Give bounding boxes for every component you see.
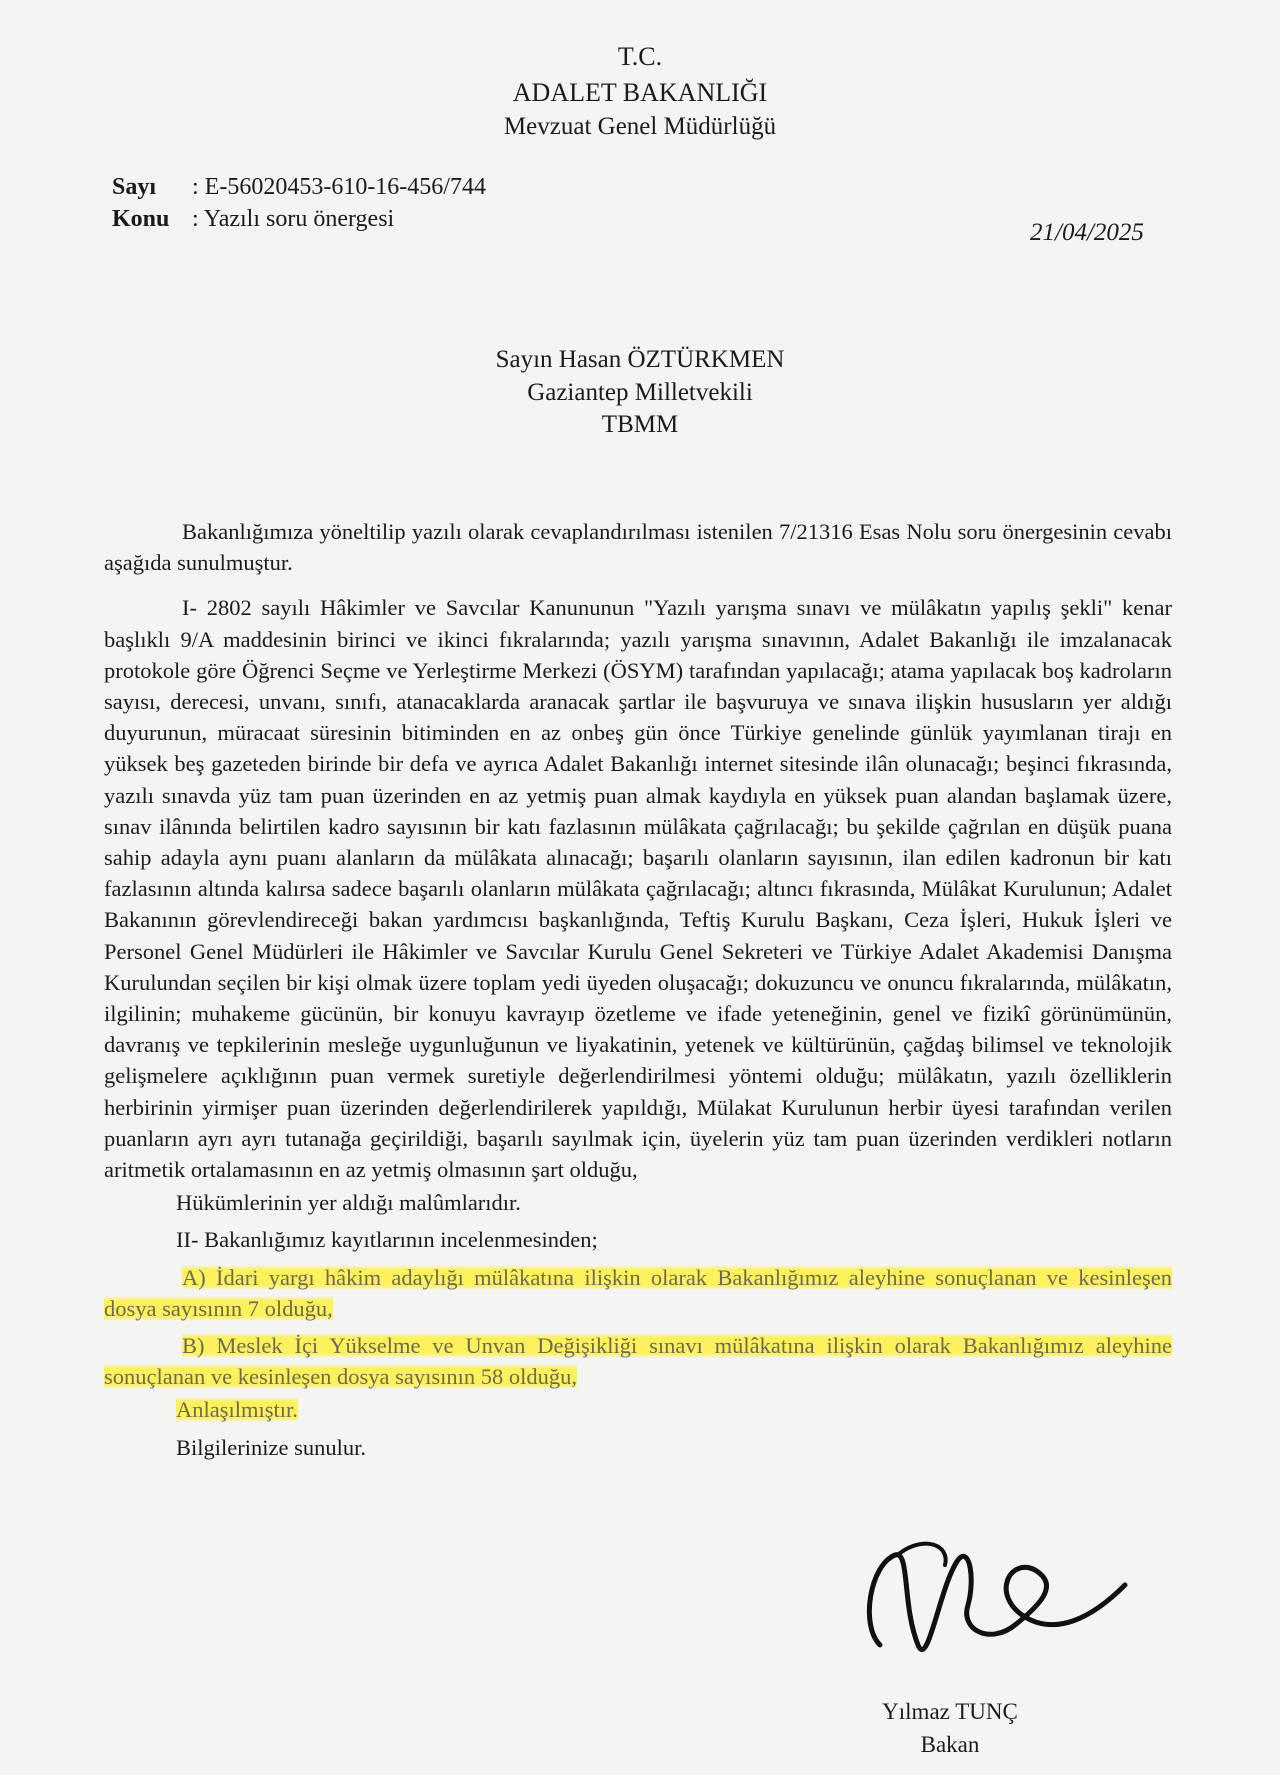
section-1-conclusion: Hükümlerinin yer aldığı malûmlarıdır. xyxy=(176,1190,521,1216)
item-b-paragraph xyxy=(104,1330,1172,1392)
section-2-heading: II- Bakanlığımız kayıtlarının incelenmesinden; xyxy=(176,1227,598,1253)
letter-date: 21/04/2025 xyxy=(1030,219,1144,246)
meta-sayi xyxy=(112,172,486,202)
addressee-title: Gaziantep Milletvekili xyxy=(527,379,753,406)
item-a-paragraph xyxy=(104,1262,1172,1324)
intro-paragraph: Bakanlığımıza yöneltilip yazılı olarak cevaplandırılması istenilen 7/21316 Esas Nolu soru önergesinin cevabı aşağıda sunulmuştur. xyxy=(104,519,1172,576)
addressee-name: Sayın Hasan ÖZTÜRKMEN xyxy=(495,346,785,373)
section-1-paragraph: I- 2802 sayılı Hâkimler ve Savcılar Kanununun "Yazılı yarışma sınavı ve mülâkatın yapılış şekli" kenar başlıklı 9/A maddesinin birinci ve ikinci fıkralarında; yazılı yarışma sınavının, Adalet Bakanlığı ile imzalanacak protokole göre Öğrenci Seçme ve Yerleştirme Merkezi (ÖSYM) tarafından yapılacağı; atama yapılacak boş kadroların sayısı, derecesi, unvanı, sınıfı, atanacaklarda aranacak şartlar ile başvuruya ve sınava ilişkin hususların yer aldığı duyurunun, müracaat süresinin bitiminden en az onbeş gün önce Türkiye genelinde günlük yayımlanan tirajı en yüksek beş gazeteden birinde bir defa ve ayrıca Adalet Bakanlığı internet sitesinde ilân olunacağı; beşinci fıkrasında, yazılı sınavda yüz tam puan üzerinden en az yetmiş puan almak kaydıyla en yüksek puan alandan başlamak üzere, sınav ilânında belirtilen kadro sayısının bir katı fazlasının mülâkata çağrılacağı; bu şekilde çağrılan en düşük puana sahip adayla aynı puanı alanların da mülâkata alınacağı; başarılı olanların sayısının, ilan edilen kadronun bir katı fazlasının altında kalırsa sadece başarılı olanların mülâkata çağrılacağı; altıncı fıkrasında, Mülâkat Kurulunun; Adalet Bakanının görevlendireceği bakan yardımcısı başkanlığında, Teftiş Kurulu Başkanı, Ceza İşleri, Hukuk İşleri ve Personel Genel Müdürleri ile Hâkimler ve Savcılar Kurulu Genel Sekreteri ve Türkiye Adalet Akademisi Danışma Kurulundan seçilen bir kişi olmak üzere toplam yedi üyeden oluşacağı; dokuzuncu ve onuncu fıkralarında, mülâkatın, ilgilinin; muhakeme gücünün, bir konuyu kavrayıp özetleme ve ifade yeteneğinin, genel ve fizikî görünümünün, davranış ve tepkilerinin mesleğe uygunluğunun ve liyakatinin, yetenek ve kültürünün, çağdaş bilimsel ve teknolojik gelişmelere açıklığının puan vermek suretiyle değerlendirilmesi yöntemi olduğu; mülâkatın, yazılı özelliklerin herbirinin yirmişer puan üzerinden değerlendirilerek yapıldığı, Mülakat Kurulunun herbir üyesi tarafından verilen puanların ayrı ayrı tutanağa geçirildiği, başarılı sayılmak için, üyelerin yüz tam puan üzerinden verdikleri notların aritmetik ortalamasının en az yetmiş olmasının şart olduğu, xyxy=(104,595,1172,1183)
header-department: Mevzuat Genel Müdürlüğü xyxy=(503,113,777,140)
konu-value: : Yazılı soru önergesi xyxy=(192,206,395,232)
item-b-highlight: B) Meslek İçi Yükselme ve Unvan Değişikliği sınavı mülâkatına ilişkin olarak Bakanlığımız aleyhine sonuçlanan ve kesinleşen dosya sayısının 58 olduğu, xyxy=(104,1333,1172,1390)
sayi-label: Sayı xyxy=(112,174,157,200)
meta-konu xyxy=(112,204,394,234)
understood-highlight: Anlaşılmıştır. xyxy=(176,1397,298,1423)
letter-body xyxy=(104,516,1172,1463)
sayi-value: : E-56020453-610-16-456/744 xyxy=(192,174,486,200)
closing-line: Bilgilerinize sunulur. xyxy=(176,1434,366,1460)
signature-image xyxy=(840,1525,1140,1675)
header-tc: T.C. xyxy=(617,42,663,71)
signatory-name: Yılmaz TUNÇ xyxy=(882,1699,1018,1724)
understood-line xyxy=(104,1394,1172,1425)
signatory-title: Bakan xyxy=(920,1732,980,1757)
addressee-org: TBMM xyxy=(601,411,679,438)
header-ministry: ADALET BAKANLIĞI xyxy=(512,78,768,107)
konu-label: Konu xyxy=(112,206,170,232)
item-a-highlight: A) İdari yargı hâkim adaylığı mülâkatına ilişkin olarak Bakanlığımız aleyhine sonuçlanan ve kesinleşen dosya sayısının 7 olduğu, xyxy=(104,1264,1172,1321)
